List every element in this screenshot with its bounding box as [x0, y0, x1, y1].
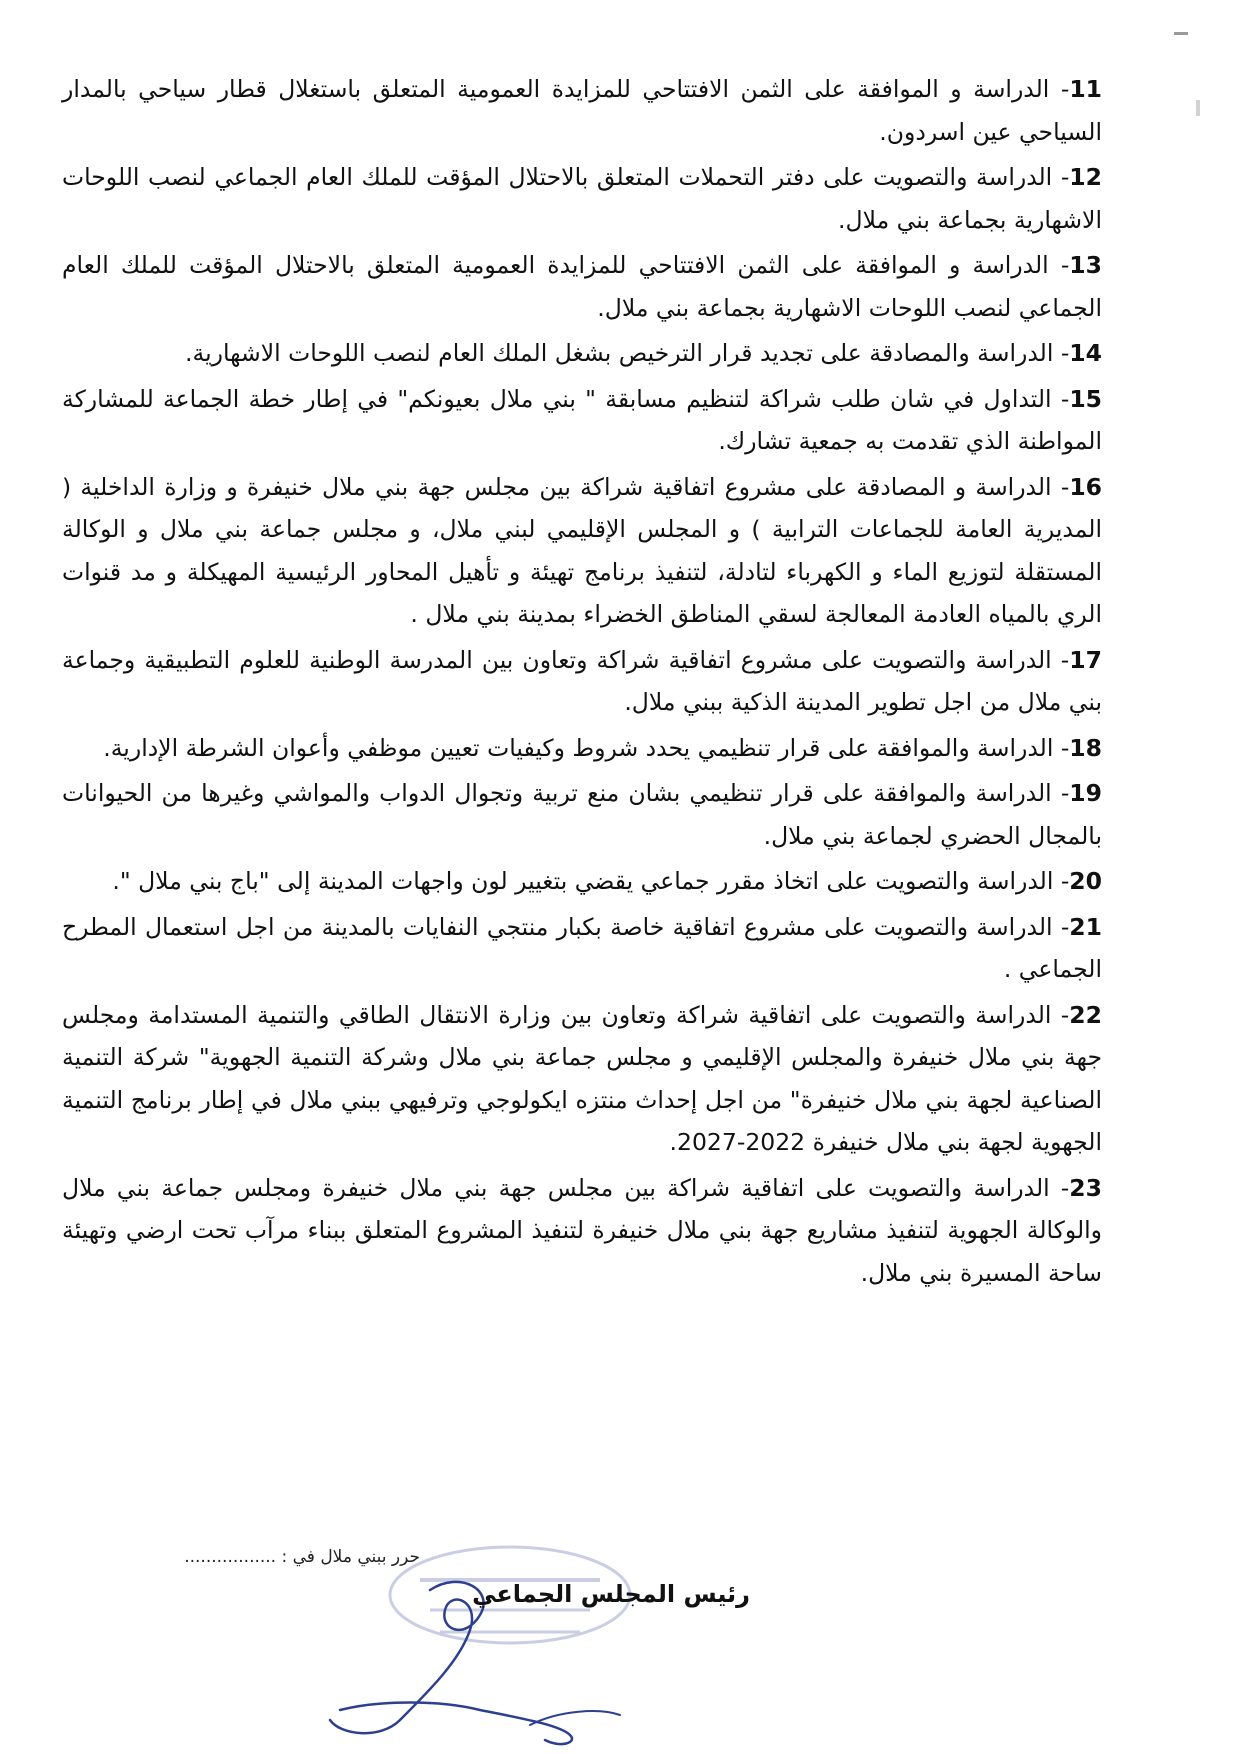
agenda-item-text: الدراسة و الموافقة على الثمن الافتتاحي للمزايدة العمومية المتعلق بالاحتلال المؤقت للملك العام الجماعي لنصب اللوحات الاشهارية بجماعة بني ملال. [62, 251, 1102, 322]
agenda-item-separator: - [1051, 779, 1070, 807]
agenda-item-number: 12 [1069, 163, 1102, 191]
agenda-item-text: الدراسة والتصويت على اتفاقية شراكة وتعاون بين وزارة الانتقال الطاقي والتنمية المستدامة ومجلس جهة بني ملال خنيفرة والمجلس الإقليمي و مجلس جماعة بني ملال وشركة التنمية الجهوية" شركة التنمية الصناعية لجهة بني ملال خنيفرة" من اجل إحداث منتزه ايكولوجي وترفيهي ببني ملال في إطار برنامج التنمية الجهوية لجهة بني ملال خنيفرة 2022-2027. [62, 1000, 1102, 1156]
agenda-item-number: 21 [1069, 912, 1102, 941]
agenda-item-number: 23 [1069, 1173, 1102, 1202]
agenda-item-number: 15 [1069, 384, 1103, 413]
agenda-item [62, 332, 1102, 375]
agenda-item-separator: - [1048, 251, 1070, 279]
agenda-item-number: 17 [1069, 645, 1102, 674]
scan-mark [1174, 32, 1188, 35]
agenda-item [62, 378, 1102, 463]
agenda-item-text: الدراسة والموافقة على قرار تنظيمي بشان منع تربية وتجوال الدواب والمواشي وغيرها من الحيوانات بالمجال الحضري لجماعة بني ملال. [62, 779, 1102, 850]
agenda-items-list [62, 68, 1102, 1297]
agenda-item [62, 68, 1102, 153]
agenda-item [62, 994, 1102, 1164]
agenda-item-separator: - [1051, 645, 1070, 674]
agenda-item-text: الدراسة والتصويت على دفتر التحملات المتعلق بالاحتلال المؤقت للملك العام الجماعي لنصب اللوحات الاشهارية بجماعة بني ملال. [62, 163, 1102, 234]
agenda-item-separator: - [1051, 1000, 1070, 1029]
agenda-item-text: الدراسة والتصويت على اتفاقية شراكة بين مجلس جهة بني ملال خنيفرة ومجلس جماعة بني ملال والوكالة الجهوية لتنفيذ مشاريع جهة بني ملال خنيفرة لتنفيذ المشروع المتعلق ببناء مرآب تحت ارضي وتهيئة ساحة المسيرة بني ملال. [62, 1173, 1102, 1287]
margin-mark [1196, 100, 1200, 116]
agenda-item-separator: - [1053, 867, 1070, 895]
agenda-item-number: 18 [1069, 733, 1102, 762]
agenda-item [62, 466, 1102, 636]
agenda-item [62, 860, 1102, 903]
agenda-item [62, 906, 1102, 991]
signed-at-line: حرر ببني ملال في : ................. [184, 1547, 420, 1567]
agenda-item-text: الدراسة و الموافقة على الثمن الافتتاحي للمزايدة العمومية المتعلق باستغلال قطار سياحي بالمدار السياحي عين اسردون. [62, 75, 1102, 146]
agenda-item-separator: - [1051, 472, 1070, 501]
agenda-item-number: 16 [1069, 472, 1103, 501]
agenda-item-number: 11 [1069, 75, 1103, 103]
agenda-item [62, 156, 1102, 241]
agenda-item-separator: - [1049, 75, 1070, 103]
agenda-item-text: الدراسة والتصويت على مشروع اتفاقية شراكة وتعاون بين المدرسة الوطنية للعلوم التطبيقية وجماعة بني ملال من اجل تطوير المدينة الذكية ببني ملال. [62, 645, 1102, 716]
agenda-item [62, 244, 1102, 329]
agenda-item-text: التداول في شان طلب شراكة لتنظيم مسابقة " بني ملال بعيونكم" في إطار خطة الجماعة للمشاركة المواطنة الذي تقدمت به جمعية تشارك. [62, 384, 1102, 455]
agenda-item-separator: - [1053, 339, 1070, 367]
agenda-item-number: 13 [1069, 251, 1102, 279]
agenda-item [62, 727, 1102, 770]
agenda-item-separator: - [1052, 912, 1070, 941]
agenda-item-separator: - [1053, 733, 1070, 762]
agenda-item-number: 19 [1069, 779, 1102, 807]
agenda-item [62, 772, 1102, 857]
agenda-item-number: 22 [1069, 1000, 1102, 1029]
agenda-item-number: 20 [1069, 867, 1102, 895]
agenda-item-text: الدراسة والموافقة على قرار تنظيمي يحدد شروط وكيفيات تعيين موظفي وأعوان الشرطة الإدارية. [103, 733, 1054, 762]
agenda-item-text: الدراسة و المصادقة على مشروع اتفاقية شراكة بين مجلس جهة بني ملال خنيفرة و وزارة الداخلية ( المديرية العامة للجماعات الترابية ) و المجلس الإقليمي لبني ملال، و مجلس جماعة بني ملال و الوكالة المستقلة لتوزيع الماء و الكهرباء لتادلة، لتنفيذ برنامج تهيئة و تأهيل المحاور الرئيسية المهيكلة و مد قنوات الري بالمياه العادمة المعالجة لسقي المناطق الخضراء بمدينة بني ملال . [62, 472, 1102, 628]
president-title: رئيس المجلس الجماعي [472, 1580, 750, 1608]
agenda-item-separator: - [1049, 1173, 1070, 1202]
agenda-item-separator: - [1052, 163, 1070, 191]
agenda-item-text: الدراسة والمصادقة على تجديد قرار الترخيص بشغل الملك العام لنصب اللوحات الاشهارية. [185, 339, 1054, 367]
agenda-item-text: الدراسة والتصويت على مشروع اتفاقية خاصة بكبار منتجي النفايات بالمدينة من اجل استعمال المطرح الجماعي . [62, 912, 1102, 983]
agenda-item-text: الدراسة والتصويت على اتخاذ مقرر جماعي يقضي بتغيير لون واجهات المدينة إلى "باج بني ملال ". [112, 867, 1054, 895]
agenda-item-separator: - [1051, 384, 1070, 413]
agenda-item [62, 1167, 1102, 1295]
agenda-item-number: 14 [1069, 339, 1102, 367]
agenda-item [62, 639, 1102, 724]
